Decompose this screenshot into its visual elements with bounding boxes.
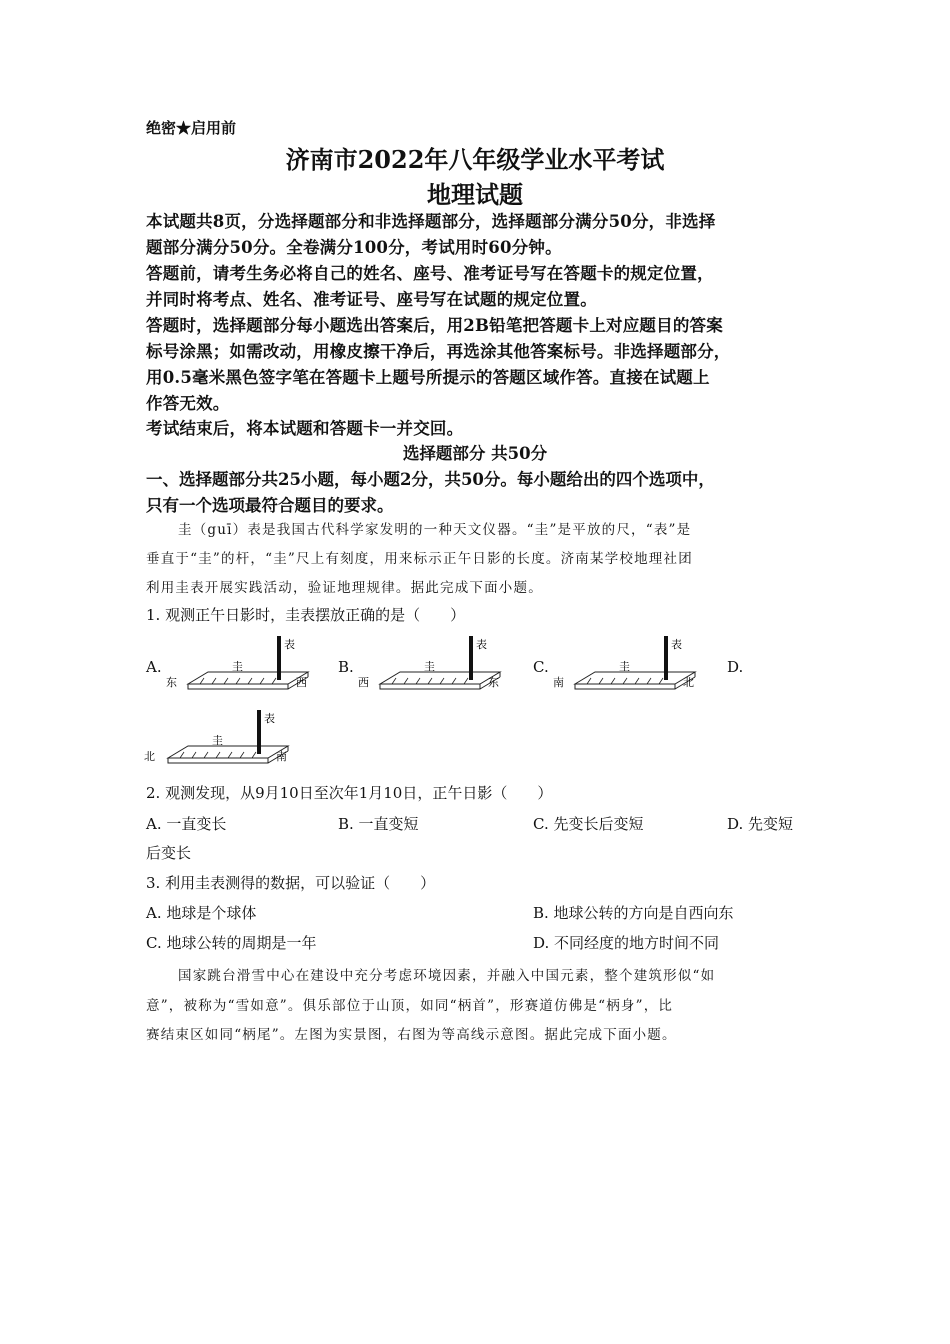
passage2-line: 国家跳台滑雪中心在建设中充分考虑环境因素，并融入中国元素，整个建筑形似“如 <box>178 968 716 984</box>
option-a-letter[interactable]: A. <box>146 658 162 676</box>
q3-option-d[interactable]: D. 不同经度的地方时间不同 <box>533 934 720 952</box>
gnomon-diagram-d[interactable] <box>140 708 300 770</box>
confidential-label: 绝密★启用前 <box>146 119 237 137</box>
instruction-line: 答题前，请考生务必将自己的姓名、座号、准考证号写在答题卡的规定位置， <box>146 264 714 283</box>
section-heading: 一、选择题部分共25小题，每小题2分，共50分。每小题给出的四个选项中， <box>146 470 715 489</box>
passage1-line: 圭（guī）表是我国古代科学家发明的一种天文仪器。“圭”是平放的尺，“表”是 <box>178 522 692 538</box>
instruction-line: 用0.5毫米黑色签字笔在答题卡上题号所提示的答题区域作答。直接在试题上 <box>146 368 710 387</box>
direction-right-label: 北 <box>683 676 694 689</box>
direction-right-label: 东 <box>488 676 499 689</box>
gnomon-diagram-b[interactable] <box>352 634 512 696</box>
section-title: 选择题部分 共50分 <box>402 444 548 463</box>
q2-option-b[interactable]: B. 一直变短 <box>338 815 419 833</box>
biao-label: 表 <box>671 638 682 651</box>
gui-label: 圭 <box>619 660 630 673</box>
direction-left-label: 西 <box>358 676 369 689</box>
option-c-letter[interactable]: C. <box>533 658 549 676</box>
exam-subtitle: 地理试题 <box>427 180 523 209</box>
q2-option-a[interactable]: A. 一直变长 <box>146 815 227 833</box>
instruction-line: 标号涂黑；如需改动，用橡皮擦干净后，再选涂其他答案标号。非选择题部分， <box>146 342 731 361</box>
instruction-line: 答题时，选择题部分每小题选出答案后，用2B铅笔把答题卡上对应题目的答案 <box>146 316 723 335</box>
direction-left-label: 东 <box>166 676 177 689</box>
instruction-line: 考试结束后，将本试题和答题卡一并交回。 <box>146 419 464 438</box>
question-1-stem: 1. 观测正午日影时，圭表摆放正确的是（ ） <box>146 606 466 624</box>
q3-option-c[interactable]: C. 地球公转的周期是一年 <box>146 934 317 952</box>
direction-left-label: 南 <box>553 676 564 689</box>
passage2-line: 意”，被称为“雪如意”。俱乐部位于山顶，如同“柄首”，形赛道仿佛是“柄身”，比 <box>146 998 674 1014</box>
instruction-line: 题部分满分50分。全卷满分100分，考试用时60分钟。 <box>146 238 562 257</box>
passage1-line: 垂直于“圭”的杆，“圭”尺上有刻度，用来标示正午日影的长度。济南某学校地理社团 <box>146 551 693 567</box>
passage2-line: 赛结束区如同“柄尾”。左图为实景图，右图为等高线示意图。据此完成下面小题。 <box>146 1027 677 1043</box>
gui-label: 圭 <box>232 660 243 673</box>
direction-left-label: 北 <box>144 750 155 763</box>
passage1-line: 利用圭表开展实践活动，验证地理规律。据此完成下面小题。 <box>146 580 543 596</box>
gui-label: 圭 <box>424 660 435 673</box>
question-2-stem: 2. 观测发现，从9月10日至次年1月10日，正午日影（ ） <box>146 784 553 802</box>
biao-label: 表 <box>284 638 295 651</box>
gnomon-diagram-a[interactable] <box>160 634 320 696</box>
direction-right-label: 西 <box>296 676 307 689</box>
section-heading: 只有一个选项最符合题目的要求。 <box>146 496 394 515</box>
q3-option-b[interactable]: B. 地球公转的方向是自西向东 <box>533 904 734 922</box>
q2-option-d[interactable]: D. 先变短 <box>727 815 794 833</box>
q2-option-d-continued: 后变长 <box>146 844 192 862</box>
instruction-line: 本试题共8页，分选择题部分和非选择题部分，选择题部分满分50分，非选择 <box>146 212 716 231</box>
biao-label: 表 <box>476 638 487 651</box>
q3-option-a[interactable]: A. 地球是个球体 <box>146 904 257 922</box>
gnomon-diagram-c[interactable] <box>547 634 707 696</box>
question-3-stem: 3. 利用圭表测得的数据，可以验证（ ） <box>146 874 436 892</box>
gui-label: 圭 <box>212 734 223 747</box>
q2-option-c[interactable]: C. 先变长后变短 <box>533 815 644 833</box>
instruction-line: 作答无效。 <box>146 394 230 413</box>
instruction-line: 并同时将考点、姓名、准考证号、座号写在试题的规定位置。 <box>146 290 597 309</box>
option-b-letter[interactable]: B. <box>338 658 354 676</box>
option-d-letter[interactable]: D. <box>727 658 744 676</box>
exam-title: 济南市2022年八年级学业水平考试 <box>285 145 665 174</box>
direction-right-label: 南 <box>276 750 287 763</box>
biao-label: 表 <box>264 712 275 725</box>
